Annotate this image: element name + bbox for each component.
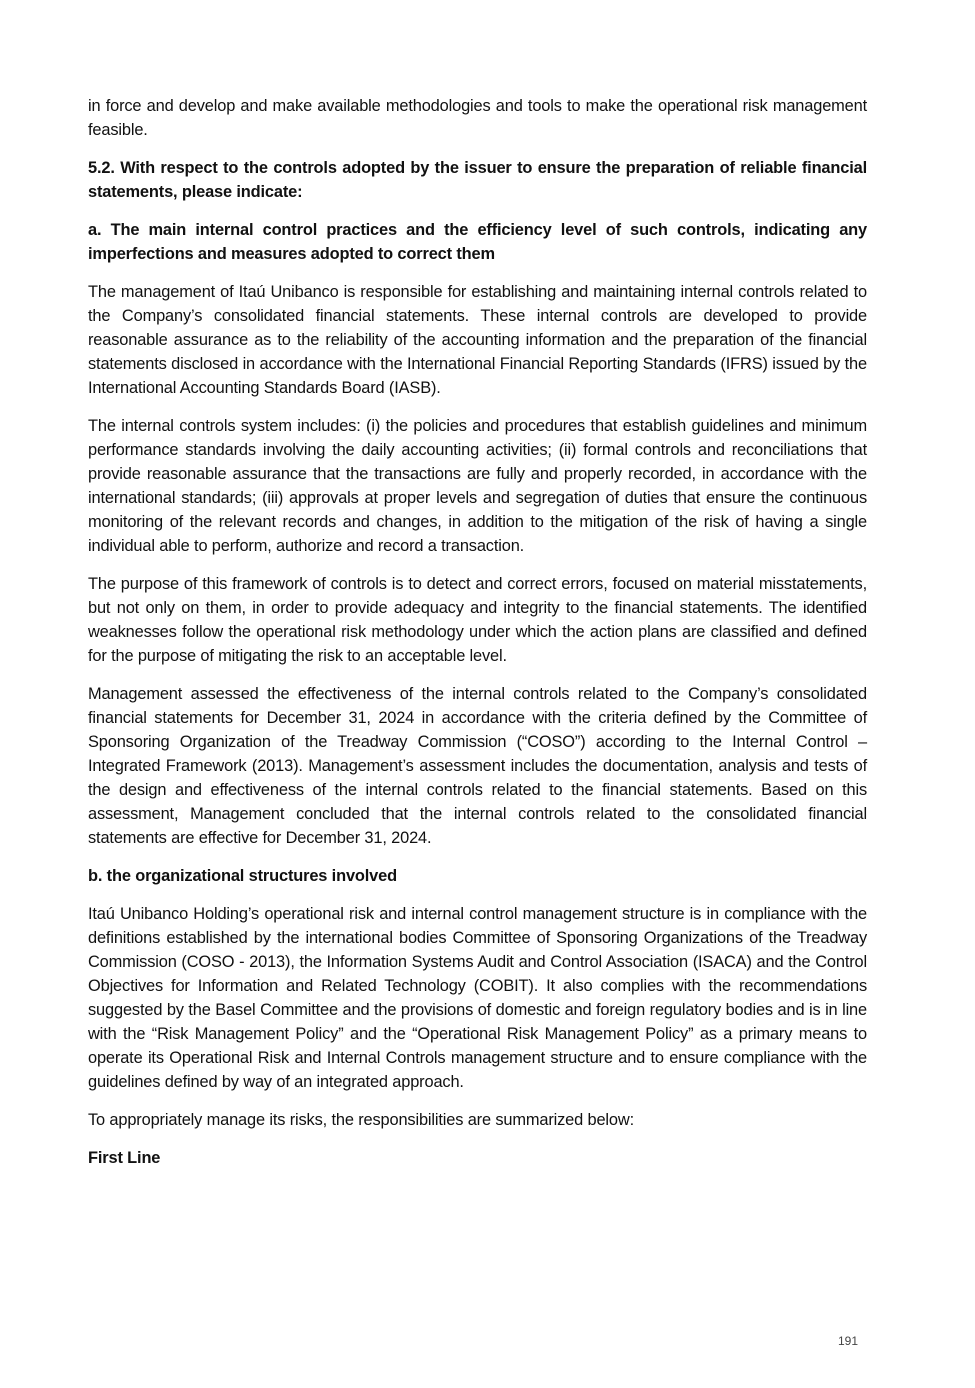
paragraph-organizational-structure: Itaú Unibanco Holding’s operational risk and internal control management structure is in compliance with the definitions established by the international bodies Committee of Sponsoring Organizations of the Treadway Commission (COSO - 2013), the Information Systems Audit and Control Association (ISACA) and the Control Objectives for Information and Related Technology (COBIT). It also complies with the recommendations suggested by the Basel Committee and the provisions of domestic and foreign regulatory bodies and is in line with the “Risk Management Policy” and the “Operational Risk Management Policy” as a primary means to operate its Operational Risk and Internal Controls management structure and to ensure compliance with the guidelines defined by way of an integrated approach. — [88, 905, 867, 1091]
paragraph-framework-purpose: The purpose of this framework of controls is to detect and correct errors, focused on material misstatements, but not only on them, in order to provide adequacy and integrity to the financial statements. The identified weaknesses follow the operational risk methodology under which the action plans are classified and defined for the purpose of mitigating the risk to an acceptable level. — [88, 575, 867, 665]
subsection-heading-a: a. The main internal control practices and the efficiency level of such controls, indicating any imperfections and measures adopted to correct them — [88, 221, 867, 263]
paragraph-internal-controls-system: The internal controls system includes: (i) the policies and procedures that establish guidelines and minimum performance standards involving the daily accounting activities; (ii) formal controls and reconciliations that provide reasonable assurance that the transactions are fully and properly recorded, in accordance with the international standards; (iii) approvals at proper levels and segregation of duties that ensure the continuous monitoring of the relevant records and changes, in addition to the mitigation of the risk of having a single individual able to perform, authorize and record a transaction. — [88, 417, 867, 555]
paragraph-management-responsibility: The management of Itaú Unibanco is responsible for establishing and maintaining internal controls related to the Company’s consolidated financial statements. These internal controls are developed to provide reasonable assurance as to the reliability of the accounting information and the preparation of the financial statements disclosed in accordance with the International Financial Reporting Standards (IFRS) issued by the International Accounting Standards Board (IASB). — [88, 283, 867, 397]
paragraph-responsibilities-intro: To appropriately manage its risks, the responsibilities are summarized below: — [88, 1111, 634, 1129]
heading-first-line: First Line — [88, 1149, 161, 1167]
subsection-heading-b: b. the organizational structures involved — [88, 867, 397, 885]
paragraph-management-assessment: Management assessed the effectiveness of the internal controls related to the Company’s consolidated financial statements for December 31, 2024 in accordance with the criteria defined by the Committee of Sponsoring Organization of the Treadway Commission (“COSO”) according to the Internal Control – Integrated Framework (2013). Management’s assessment includes the documentation, analysis and tests of the design and effectiveness of the internal controls related to the financial statements. Based on this assessment, Management concluded that the internal controls related to the consolidated financial statements are effective for December 31, 2024. — [88, 685, 867, 847]
page-number: 191 — [838, 1334, 859, 1348]
document-page — [88, 94, 867, 1184]
paragraph-continuation: in force and develop and make available methodologies and tools to make the operational risk management feasible. — [88, 97, 867, 139]
section-heading-5-2: 5.2. With respect to the controls adopted by the issuer to ensure the preparation of reliable financial statements, please indicate: — [88, 159, 867, 201]
